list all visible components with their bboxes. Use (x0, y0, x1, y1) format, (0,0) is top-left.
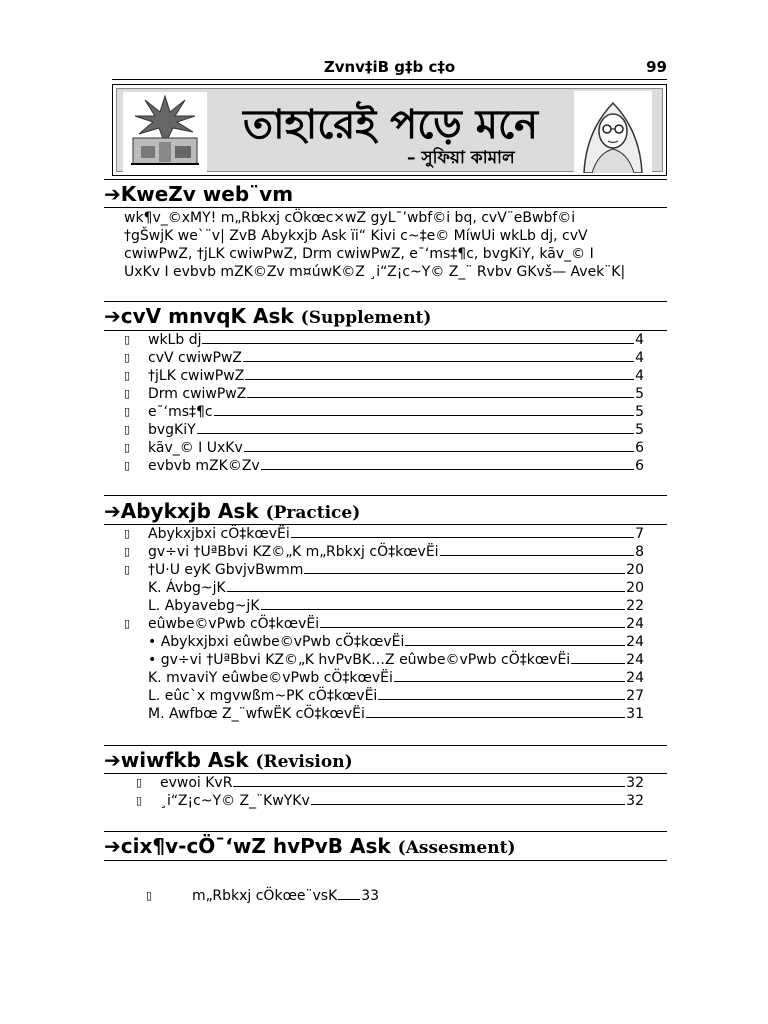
section-title-text: Abykxjb Ask (120, 499, 259, 523)
toc-page: 8 (635, 544, 644, 560)
toc-row[interactable] (136, 774, 644, 792)
section-rule (104, 179, 667, 180)
section-rule (104, 745, 667, 746)
arrow-right-icon: ➔ (104, 834, 121, 858)
poet-portrait-icon (574, 91, 652, 173)
section-title-text: cix¶v-cÖ¯‘wZ hvPvB Ask (120, 834, 391, 858)
toc-label: wkLb dj (148, 332, 202, 348)
toc-row[interactable] (124, 561, 644, 579)
toc-page: 6 (635, 458, 644, 474)
toc-leader (243, 361, 634, 362)
toc-row[interactable] (124, 705, 644, 723)
toc-label: L. eûc`x mgvwßm~PK cÖ‡kœvËi (148, 688, 378, 704)
toc-leader (227, 591, 625, 592)
banner-title: তাহারেই পড়ে মনে (243, 102, 538, 148)
section-title-text: cvV mnvqK Ask (120, 304, 294, 328)
toc-label: m„Rbkxj cÖkœe¨vsK (192, 888, 338, 904)
arrow-right-icon: ➔ (104, 182, 121, 206)
paragraph-line: wk¶v_©xMY! m„Rbkxj cÖkœc×wZ gyL¯’wbf©i bq, cvV¨eBwbf©i (124, 210, 576, 226)
toc-leader (261, 609, 626, 610)
toc-leader (311, 804, 625, 805)
toc-row[interactable] (124, 349, 644, 367)
toc-page: 33 (361, 888, 380, 904)
toc-leader (261, 469, 634, 470)
arrow-right-icon: ➔ (104, 304, 121, 328)
banner-subtitle: – সুফিয়া কামাল (407, 148, 515, 168)
toc-label: M. Awfbœ Z_¨wfwËK cÖ‡kœvËi (148, 706, 365, 722)
toc-label: †U·U eyK GbvjvBwmm (148, 562, 304, 578)
bullet-icon: ▯ (124, 563, 131, 576)
toc-label: kãv_© I UxKv (148, 440, 243, 456)
toc-row[interactable] (124, 597, 644, 615)
toc-page: 4 (635, 350, 644, 366)
toc-label: eûwbe©vPwb cÖ‡kœvËi (148, 616, 320, 632)
toc-row[interactable] (146, 887, 406, 905)
section-title-supplement (104, 304, 431, 328)
toc-page: 20 (626, 580, 644, 596)
toc-revision (136, 774, 644, 810)
toc-leader (320, 627, 625, 628)
toc-page: 24 (626, 616, 644, 632)
toc-row[interactable] (124, 633, 644, 651)
paragraph-line: cwiwPwZ, †jLK cwiwPwZ, Drm cwiwPwZ, e¯‘ms‡¶c, bvgKiY, kãv_© I (124, 246, 594, 262)
toc-page: 24 (626, 670, 644, 686)
bullet-icon: ▯ (124, 545, 131, 558)
toc-label: • gv÷vi †UªBbvi KZ©„K hvPvBK…Z eûwbe©vPwb cÖ‡kœvËi (148, 652, 571, 668)
section-title-assessment (104, 834, 516, 858)
toc-leader (214, 415, 634, 416)
toc-label: evwoi KvR (160, 775, 233, 791)
section-rule (104, 495, 667, 496)
bullet-icon: ▯ (124, 617, 131, 630)
bullet-icon: ▯ (124, 405, 131, 418)
toc-label: evbvb mZK©Zv (148, 458, 260, 474)
toc-leader (197, 433, 634, 434)
toc-leader (394, 681, 625, 682)
toc-label: gv÷vi †UªBbvi KZ©„K m„Rbkxj cÖ‡kœvËi (148, 544, 439, 560)
toc-row[interactable] (124, 543, 644, 561)
toc-leader (405, 645, 625, 646)
toc-leader (338, 899, 360, 900)
toc-leader (247, 397, 634, 398)
toc-leader (366, 717, 625, 718)
toc-page: 5 (635, 422, 644, 438)
toc-leader (244, 451, 634, 452)
toc-page: 22 (626, 598, 644, 614)
toc-row[interactable] (124, 615, 644, 633)
bullet-icon: ▯ (124, 387, 131, 400)
header-rule (112, 79, 667, 80)
section-title-english: (Assesment) (397, 838, 516, 858)
toc-row[interactable] (124, 439, 644, 457)
toc-page: 5 (635, 404, 644, 420)
page-number: 99 (646, 58, 667, 76)
bullet-icon: ▯ (124, 441, 131, 454)
toc-leader (245, 379, 634, 380)
section-rule (104, 207, 667, 208)
toc-label: Abykxjbxi cÖ‡kœvËi (148, 526, 290, 542)
toc-assessment (146, 887, 406, 905)
toc-row[interactable] (124, 457, 644, 475)
toc-row[interactable] (124, 525, 644, 543)
section-title-text: wiwfkb Ask (120, 748, 249, 772)
paragraph-line: †gŠwjK we`¨v| ZvB Abykxjb Ask ïi“ Kivi c~‡e© MíwUi wkLb dj, cvV (124, 228, 588, 244)
toc-leader (440, 555, 635, 556)
bullet-icon: ▯ (136, 794, 143, 807)
toc-label: ¸i“Z¡c~Y© Z_¨KwYKv (160, 793, 310, 809)
bullet-icon: ▯ (124, 369, 131, 382)
section-title-revision (104, 748, 353, 772)
running-header-title: Zvnv‡iB g‡b c‡o (323, 58, 456, 76)
toc-label: • Abykxjbxi eûwbe©vPwb cÖ‡kœvËi (148, 634, 405, 650)
toc-row[interactable] (124, 579, 644, 597)
toc-label: bvgKiY (148, 422, 196, 438)
toc-row[interactable] (124, 385, 644, 403)
toc-page: 31 (626, 706, 644, 722)
toc-row[interactable] (124, 669, 644, 687)
section-title-english: (Revision) (255, 752, 353, 772)
section-title-english: (Practice) (265, 503, 361, 523)
toc-label: †jLK cwiwPwZ (148, 368, 245, 384)
banner-background (116, 88, 663, 172)
toc-leader (378, 699, 625, 700)
running-header (112, 58, 667, 78)
bullet-icon: ▯ (136, 776, 143, 789)
section-title-practice (104, 499, 360, 523)
section-title-text: KweZv web¨vm (120, 182, 294, 206)
bullet-icon: ▯ (124, 423, 131, 436)
toc-row[interactable] (136, 792, 644, 810)
toc-label: e¯‘ms‡¶c (148, 404, 213, 420)
toc-leader (233, 786, 625, 787)
arrow-right-icon: ➔ (104, 748, 121, 772)
toc-supplement (124, 331, 644, 475)
section-title-english: (Supplement) (300, 308, 432, 328)
arrow-right-icon: ➔ (104, 499, 121, 523)
chapter-banner (112, 84, 667, 176)
toc-practice (124, 525, 644, 723)
toc-row[interactable] (124, 403, 644, 421)
toc-row[interactable] (124, 367, 644, 385)
toc-leader (571, 663, 625, 664)
bullet-icon: ▯ (124, 351, 131, 364)
section-rule (104, 301, 667, 302)
bullet-icon: ▯ (124, 527, 131, 540)
section-rule (104, 860, 667, 861)
toc-label: L. Abyavebg~jK (148, 598, 260, 614)
toc-label: K. mvaviY eûwbe©vPwb cÖ‡kœvËi (148, 670, 393, 686)
toc-row[interactable] (124, 331, 644, 349)
toc-page: 5 (635, 386, 644, 402)
toc-leader (202, 343, 634, 344)
toc-page: 24 (626, 634, 644, 650)
toc-label: K. Ávbg~jK (148, 580, 226, 596)
bullet-icon: ▯ (124, 459, 131, 472)
section-rule (104, 831, 667, 832)
paragraph-line: UxKv I evbvb mZK©Zv m¤úwK©Z ¸i“Z¡c~Y© Z_¨ Rvbv GKvš— Avek¨K| (124, 264, 626, 280)
toc-page: 4 (635, 332, 644, 348)
star-emblem-icon (123, 92, 207, 172)
toc-page: 24 (626, 652, 644, 668)
section-title-intro (104, 182, 293, 206)
toc-page: 32 (626, 793, 644, 809)
intro-paragraph (124, 209, 669, 281)
bullet-icon: ▯ (124, 333, 131, 346)
toc-row[interactable] (124, 651, 644, 669)
bullet-icon: ▯ (146, 889, 153, 902)
toc-label: Drm cwiwPwZ (148, 386, 247, 402)
toc-page: 27 (626, 688, 644, 704)
toc-label: cvV cwiwPwZ (148, 350, 242, 366)
toc-page: 32 (626, 775, 644, 791)
toc-row[interactable] (124, 421, 644, 439)
toc-page: 7 (635, 526, 644, 542)
toc-page: 4 (635, 368, 644, 384)
toc-leader (291, 537, 634, 538)
toc-row[interactable] (124, 687, 644, 705)
toc-leader (304, 573, 625, 574)
toc-page: 20 (626, 562, 644, 578)
toc-page: 6 (635, 440, 644, 456)
